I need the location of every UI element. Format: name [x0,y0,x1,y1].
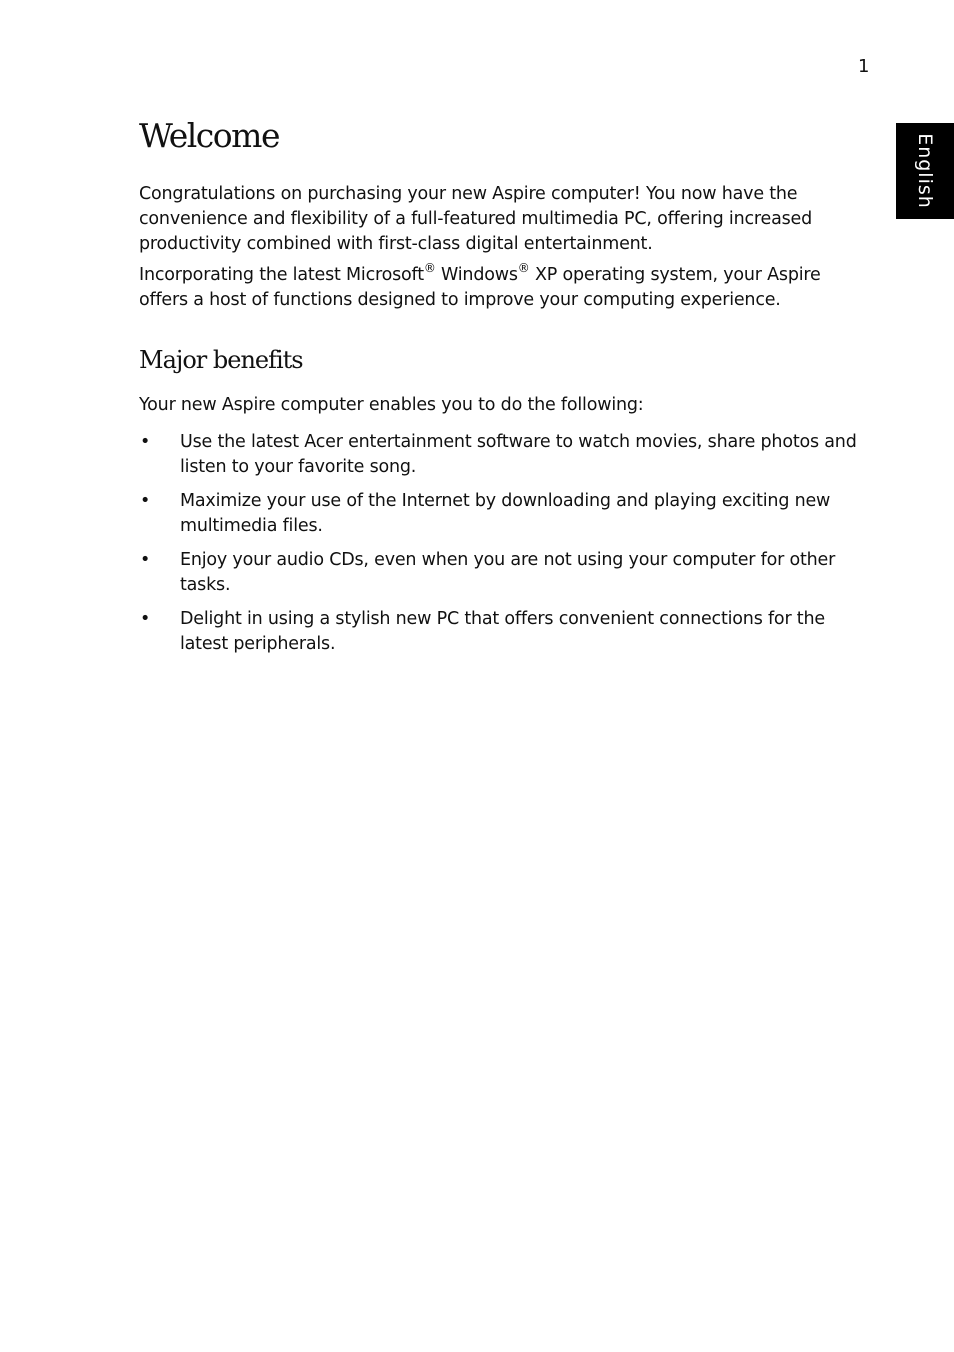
list-item-text: Enjoy your audio CDs, even when you are not using your computer for other tasks. [180,550,836,595]
registered-mark: ® [517,261,530,275]
welcome-paragraph-2-part-1: Incorporating the latest Microsoft [139,265,424,285]
welcome-paragraph-2-part-2: Windows [435,265,518,285]
bullet-icon: • [140,609,151,629]
page-number: 1 [858,56,870,77]
welcome-paragraph-1: Congratulations on purchasing your new Aspire computer! You now have the convenience and flexibility of a full-featured multimedia PC, offering increased productivity combined with first-class digital entertainment. [139,184,813,254]
page-content [139,110,869,666]
list-item [139,430,869,480]
section-heading-major-benefits: Major benefits [139,346,303,374]
welcome-paragraph-2 [139,263,869,313]
language-tab-label: English [914,133,936,209]
list-item-text: Maximize your use of the Internet by downloading and playing exciting new multimedia files. [180,491,831,536]
page-title: Welcome [139,116,279,155]
bullet-icon: • [140,432,151,452]
benefits-list [139,430,869,657]
bullet-icon: • [140,491,151,511]
welcome-paragraph-2-part-3: XP operating system, your Aspire offers a host of functions designed to improve your computing experience. [139,265,821,310]
list-item [139,548,869,598]
bullet-icon: • [140,550,151,570]
list-item [139,607,869,657]
benefits-intro: Your new Aspire computer enables you to do the following: [139,395,644,415]
language-tab [896,123,954,219]
list-item [139,489,869,539]
registered-mark: ® [423,261,436,275]
list-item-text: Delight in using a stylish new PC that offers convenient connections for the latest peripherals. [180,609,825,654]
list-item-text: Use the latest Acer entertainment software to watch movies, share photos and listen to your favorite song. [180,432,857,477]
